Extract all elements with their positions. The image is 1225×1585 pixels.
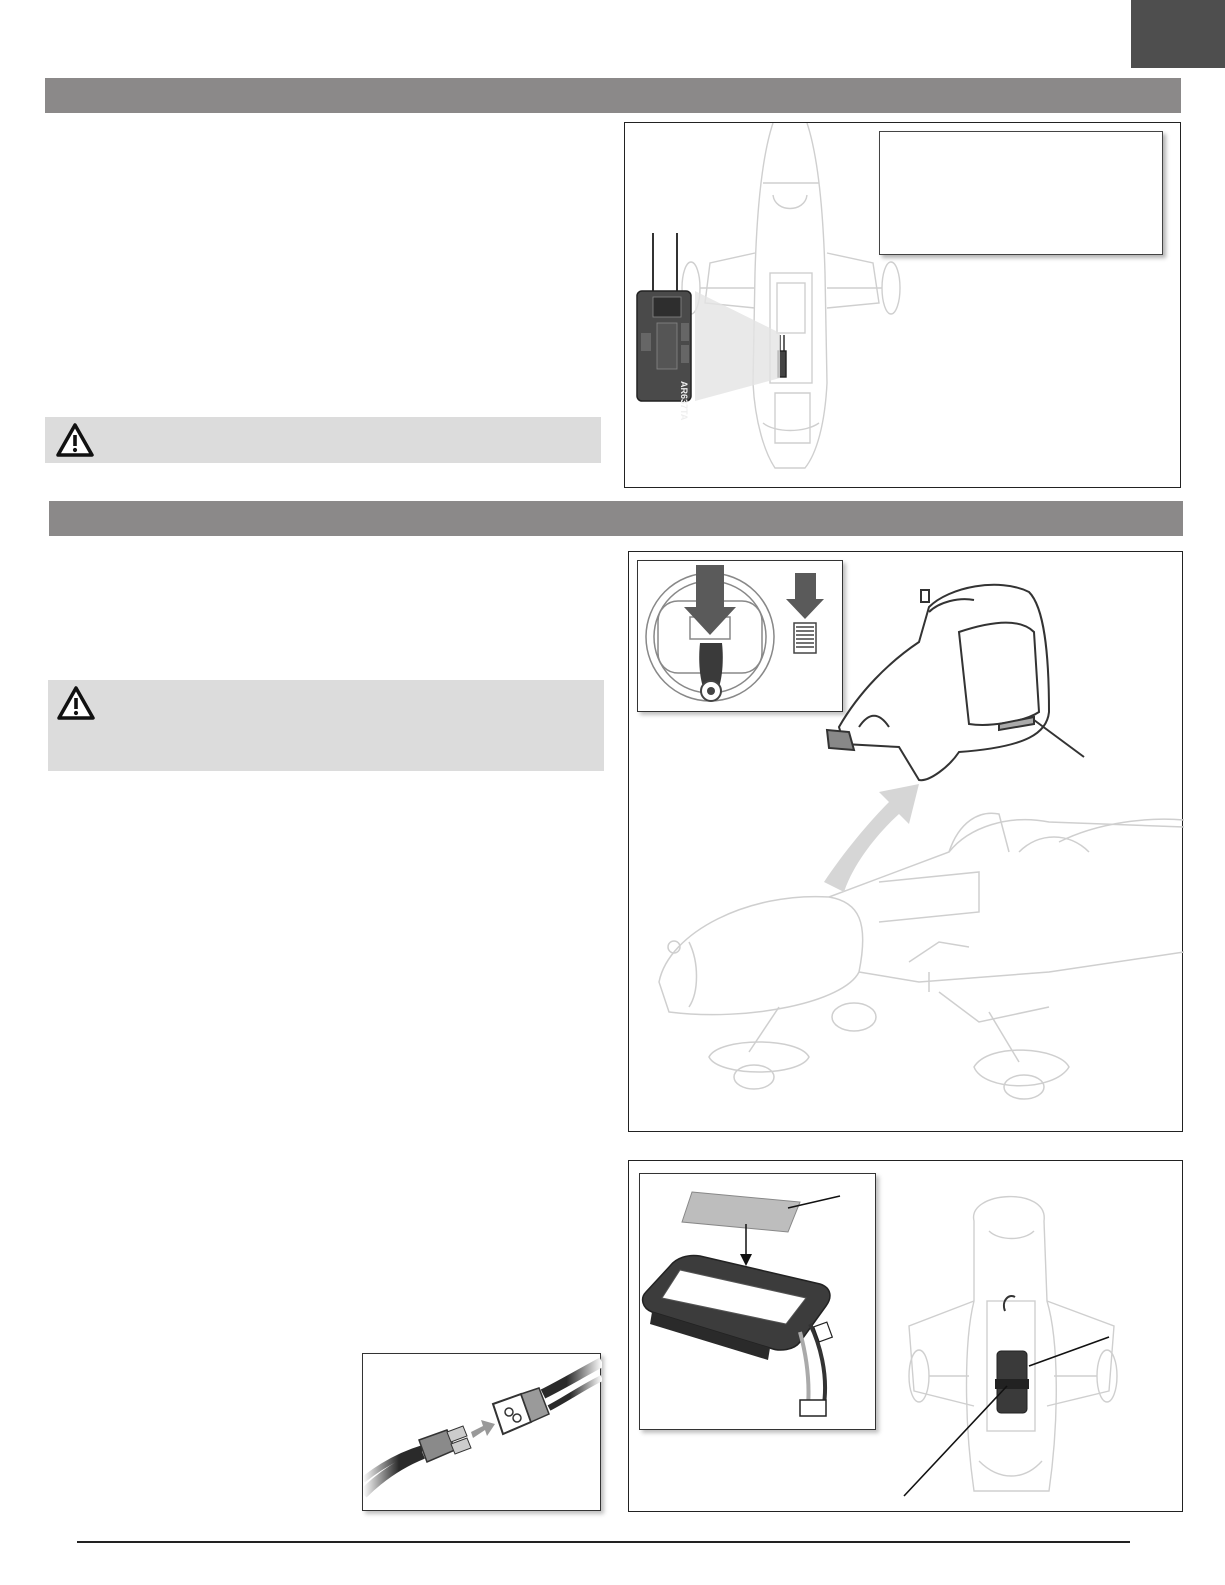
latch-detail-inset bbox=[637, 560, 843, 712]
receiver-closeup bbox=[637, 233, 691, 421]
section-header-battery bbox=[49, 501, 1183, 536]
section-header-receiver bbox=[45, 78, 1181, 113]
warning-triangle-icon bbox=[56, 685, 96, 721]
warning-box bbox=[48, 680, 604, 771]
canopy-removal-figure bbox=[628, 551, 1183, 1132]
language-tab bbox=[1131, 0, 1225, 68]
receiver-install-figure bbox=[624, 122, 1181, 488]
curved-arrow-icon bbox=[824, 784, 919, 892]
plug-arrow-icon bbox=[471, 1420, 495, 1438]
warning-box bbox=[45, 417, 601, 463]
receiver-label: AR637TA bbox=[679, 381, 689, 421]
battery-strap-inset bbox=[639, 1173, 876, 1430]
callout-box bbox=[879, 131, 1163, 255]
battery-install-figure bbox=[628, 1160, 1183, 1512]
footer-rule bbox=[77, 1541, 1130, 1543]
canopy-hatch bbox=[827, 585, 1084, 780]
arrow-down-icon bbox=[740, 1254, 752, 1266]
arrow-down-icon bbox=[786, 573, 824, 619]
battery-in-airplane bbox=[995, 1296, 1029, 1413]
warning-triangle-icon bbox=[55, 422, 95, 458]
connector-inset bbox=[362, 1353, 601, 1511]
